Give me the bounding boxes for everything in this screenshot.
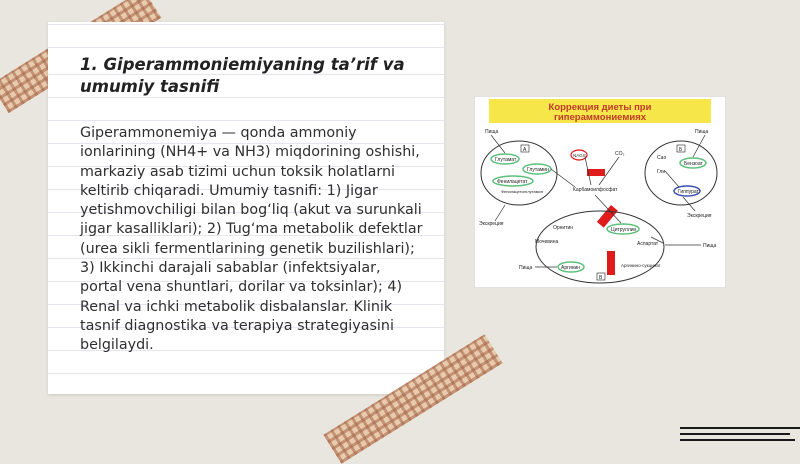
label-food-bottom-right: Пища xyxy=(703,243,717,249)
decorative-lines xyxy=(680,425,800,445)
label-aspartate: Аспартат xyxy=(637,241,659,247)
label-hippurate: Гиппурат xyxy=(678,189,699,195)
label-glutamine: Глутамин xyxy=(527,167,549,173)
decorative-line-3 xyxy=(680,439,795,441)
figure-title-line1: Коррекция диеты при xyxy=(548,102,652,113)
label-food-right: Пища xyxy=(695,129,709,135)
red-block-nags xyxy=(587,169,605,176)
label-excretion-right: Экскреция xyxy=(687,213,712,219)
label-co2: CO₂ xyxy=(615,151,625,157)
label-food-bottom: Пища xyxy=(519,265,533,271)
decorative-line-2 xyxy=(680,433,790,435)
diet-correction-diagram xyxy=(475,97,725,287)
arrow-excretion-right xyxy=(683,197,695,211)
label-box-b: Б xyxy=(679,147,683,153)
diagram-connectors xyxy=(491,135,705,267)
label-citrulline: Цитруллин xyxy=(611,227,637,233)
label-benzoate: Бензоат xyxy=(684,161,703,167)
arrow-food-right xyxy=(693,135,705,157)
label-arginine: Аргинин xyxy=(561,265,581,271)
label-argininosuccinate: Аргинино-сукцинат xyxy=(621,263,661,268)
figure-title-line2: гипераммониемиях xyxy=(553,112,647,123)
arrow-excretion-left xyxy=(495,205,505,221)
label-sago: Сао xyxy=(657,155,667,161)
arrow-gly xyxy=(665,171,679,187)
red-block-ass xyxy=(607,251,615,275)
label-urea: Мочевина xyxy=(535,239,559,245)
label-excretion-left: Экскреция xyxy=(479,221,504,227)
label-ornithine: Орнитин xyxy=(553,225,574,231)
label-carbamoyl-phosphate: Карбамоилфосфат xyxy=(573,187,618,193)
label-phenylacetylglutamine: Фенилацетилглутамин xyxy=(501,189,543,194)
slide-body-text: Giperammonemiya — qonda ammoniy ionlarining (NH4+ va NH3) miqdorining oshishi, markaziy asab tizimi uchun toksik holatlarni keltirib chiqaradi. Umumiy tasnifi: 1) Jigar yetishmovchiligi bilan bog‘liq (akut va surunkali jigar kasalliklari); 2) Tug‘ma metabolik defektlar (urea sikli fermentlarining genetik buzilishlari); 3) Ikkinchi darajali sabablar (infektsiyalar, portal vena shuntlari, dorilar va toksinlar); 4) Renal va ichki metabolik disbalanslar. Klinik tasnif diagnostika va terapiya strategiyasini belgilaydi. xyxy=(80,125,423,354)
diagram-figure xyxy=(474,96,726,288)
label-gly: Гли xyxy=(657,169,666,175)
label-phenylacetate: Фенилацетат xyxy=(497,179,528,185)
label-food-left: Пища xyxy=(485,129,499,135)
label-glutamate: Глутамат xyxy=(495,157,517,163)
label-box-v: В xyxy=(599,275,603,281)
label-nags: NAGS xyxy=(573,153,586,158)
slide-title: 1. Giperammoniemiyaning ta’rif va umumiy tasnifi xyxy=(80,55,405,96)
label-box-a: А xyxy=(523,147,527,153)
decorative-line-1 xyxy=(680,427,800,429)
